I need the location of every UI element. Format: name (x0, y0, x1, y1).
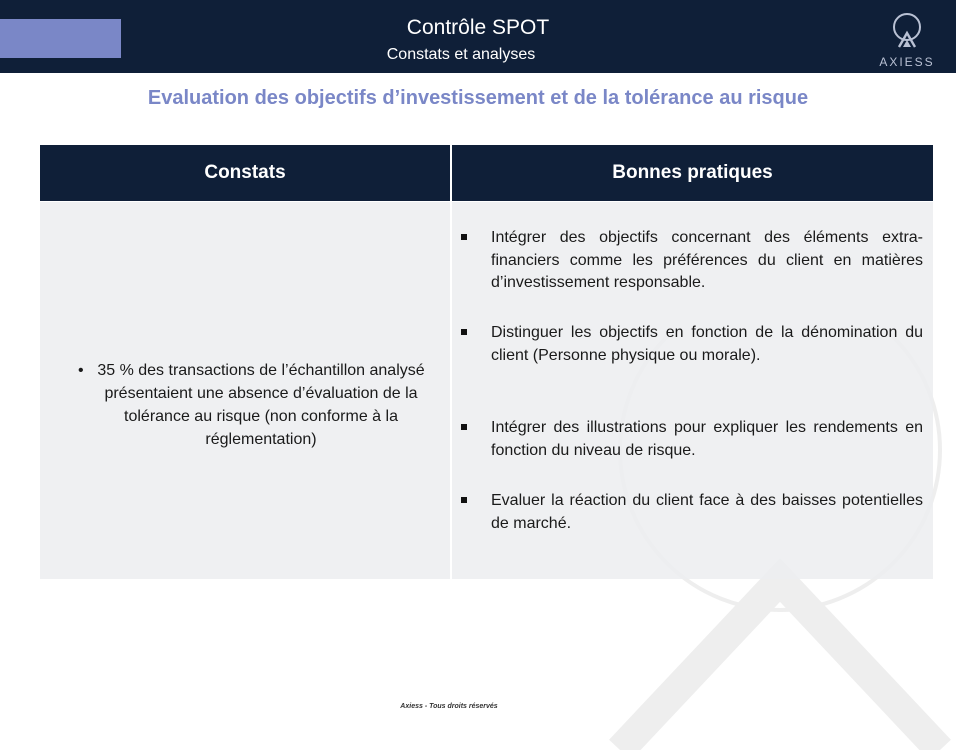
practice-text: Evaluer la réaction du client face à des baisses potentielles de marché. (491, 492, 923, 532)
header-bonnes-pratiques: Bonnes pratiques (452, 145, 933, 201)
square-bullet-icon (461, 424, 467, 430)
header-title: Contrôle SPOT (406, 16, 550, 39)
axiess-logo-icon (891, 12, 923, 50)
constat-text: 35 % des transactions de l’échantillon analysé présentaient une absence d’évaluation de la tolérance au risque (non conforme à la réglementation) (97, 362, 425, 448)
practice-text: Intégrer des objectifs concernant des éléments extra-financiers comme les préférences du client en matières d’investissement responsable. (491, 229, 923, 291)
constats-table (40, 145, 933, 579)
square-bullet-icon (461, 497, 467, 503)
header-bar (0, 0, 956, 73)
square-bullet-icon (461, 234, 467, 240)
constat-item (78, 359, 430, 451)
square-bullet-icon (461, 329, 467, 335)
footer-copyright: Axiess - Tous droits réservés (400, 703, 498, 710)
practice-text: Distinguer les objectifs en fonction de la dénomination du client (Personne physique ou morale). (491, 324, 923, 364)
section-title: Evaluation des objectifs d’investissement et de la tolérance au risque (147, 87, 809, 109)
practice-text: Intégrer des illustrations pour expliquer les rendements en fonction du niveau de risque. (491, 419, 923, 459)
bullet-icon: • (78, 362, 84, 379)
logo-text: AXIESS (879, 55, 935, 69)
header-constats: Constats (40, 145, 450, 201)
header-subtitle: Constats et analyses (386, 46, 536, 63)
constats-cell (40, 202, 450, 579)
bonnes-pratiques-cell (452, 202, 933, 579)
axiess-logo (874, 12, 940, 70)
